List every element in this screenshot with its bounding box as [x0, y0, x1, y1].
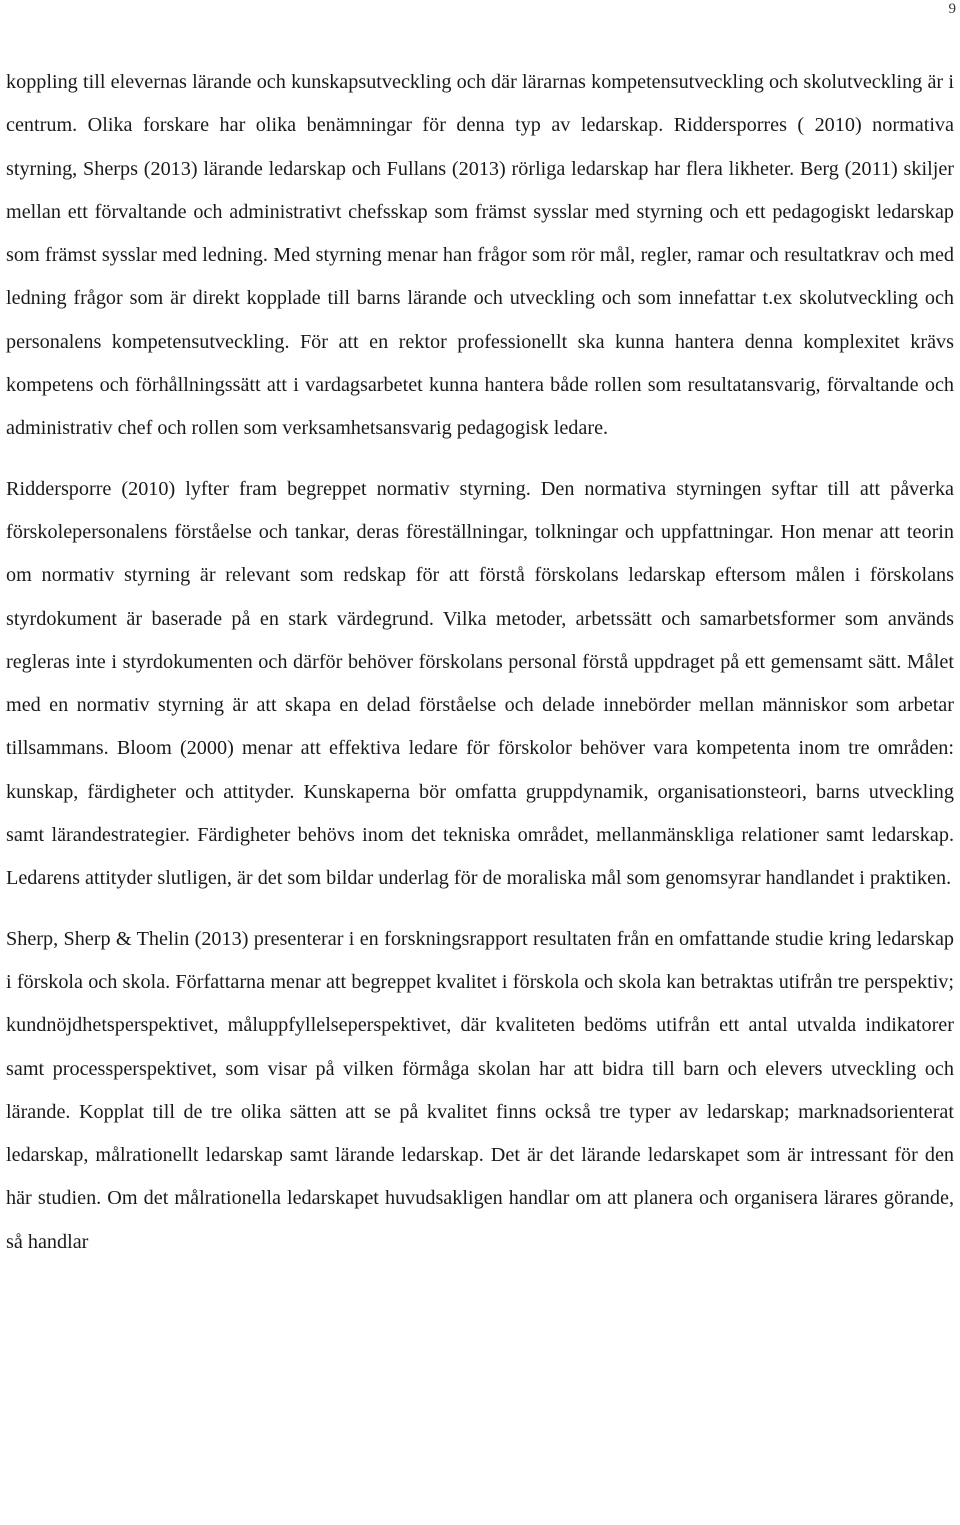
document-body: [6, 61, 954, 1264]
page-number: 9: [948, 1, 956, 17]
paragraph-leadership-overview: koppling till elevernas lärande och kunskapsutveckling och där lärarnas kompetensutveckling och skolutveckling är i centrum. Olika forskare har olika benämningar för denna typ av ledarskap. Riddersporres ( 2010) normativa styrning, Sherps (2013) lärande ledarskap och Fullans (2013) rörliga ledarskap har flera likheter. Berg (2011) skiljer mellan ett förvaltande och administrativt chefsskap som främst sysslar med styrning och ett pedagogiskt ledarskap som främst sysslar med ledning. Med styrning menar han frågor som rör mål, regler, ramar och resultatkrav och med ledning frågor som är direkt kopplade till barns lärande och utveckling och som innefattar t.ex skolutveckling och personalens kompetensutveckling. För att en rektor professionellt ska kunna hantera denna komplexitet krävs kompetens och förhållningssätt att i vardagsarbetet kunna hantera både rollen som resultatansvarig, förvaltande och administrativ chef och rollen som verksamhetsansvarig pedagogisk ledare.: [6, 71, 954, 440]
paragraph-normative-steering: Riddersporre (2010) lyfter fram begreppet normativ styrning. Den normativa styrningen syftar till att påverka förskolepersonalens förståelse och tankar, deras föreställningar, tolkningar och uppfattningar. Hon menar att teorin om normativ styrning är relevant som redskap för att förstå förskolans ledarskap eftersom målen i förskolans styrdokument är baserade på en stark värdegrund. Vilka metoder, arbetssätt och samarbetsformer som används regleras inte i styrdokumenten och därför behöver förskolans personal förstå uppdraget på ett gemensamt sätt. Målet med en normativ styrning är att skapa en delad förståelse och delade innebörder mellan människor som arbetar tillsammans. Bloom (2000) menar att effektiva ledare för förskolor behöver vara kompetenta inom tre områden: kunskap, färdigheter och attityder. Kunskaperna bör omfatta gruppdynamik, organisationsteori, barns utveckling samt lärandestrategier. Färdigheter behövs inom det tekniska området, mellanmänskliga relationer samt ledarskap. Ledarens attityder slutligen, är det som bildar underlag för de moraliska mål som genomsyrar handlandet i praktiken.: [6, 477, 954, 890]
paragraph-quality-perspectives: Sherp, Sherp & Thelin (2013) presenterar i en forskningsrapport resultaten från en omfattande studie kring ledarskap i förskola och skola. Författarna menar att begreppet kvalitet i förskola och skola kan betraktas utifrån tre perspektiv; kundnöjdhetsperspektivet, måluppfyllelseperspektivet, där kvaliteten bedöms utifrån ett antal utvalda indikatorer samt processperspektivet, som visar på vilken förmåga skolan har att bidra till barn och elevers utveckling och lärande. Kopplat till de tre olika sätten att se på kvalitet finns också tre typer av ledarskap; marknadsorienterat ledarskap, målrationellt ledarskap samt lärande ledarskap. Det är det lärande ledarskapet som är intressant för den här studien. Om det målrationella ledarskapet huvudsakligen handlar om att planera och organisera lärares görande, så handlar: [6, 927, 954, 1253]
